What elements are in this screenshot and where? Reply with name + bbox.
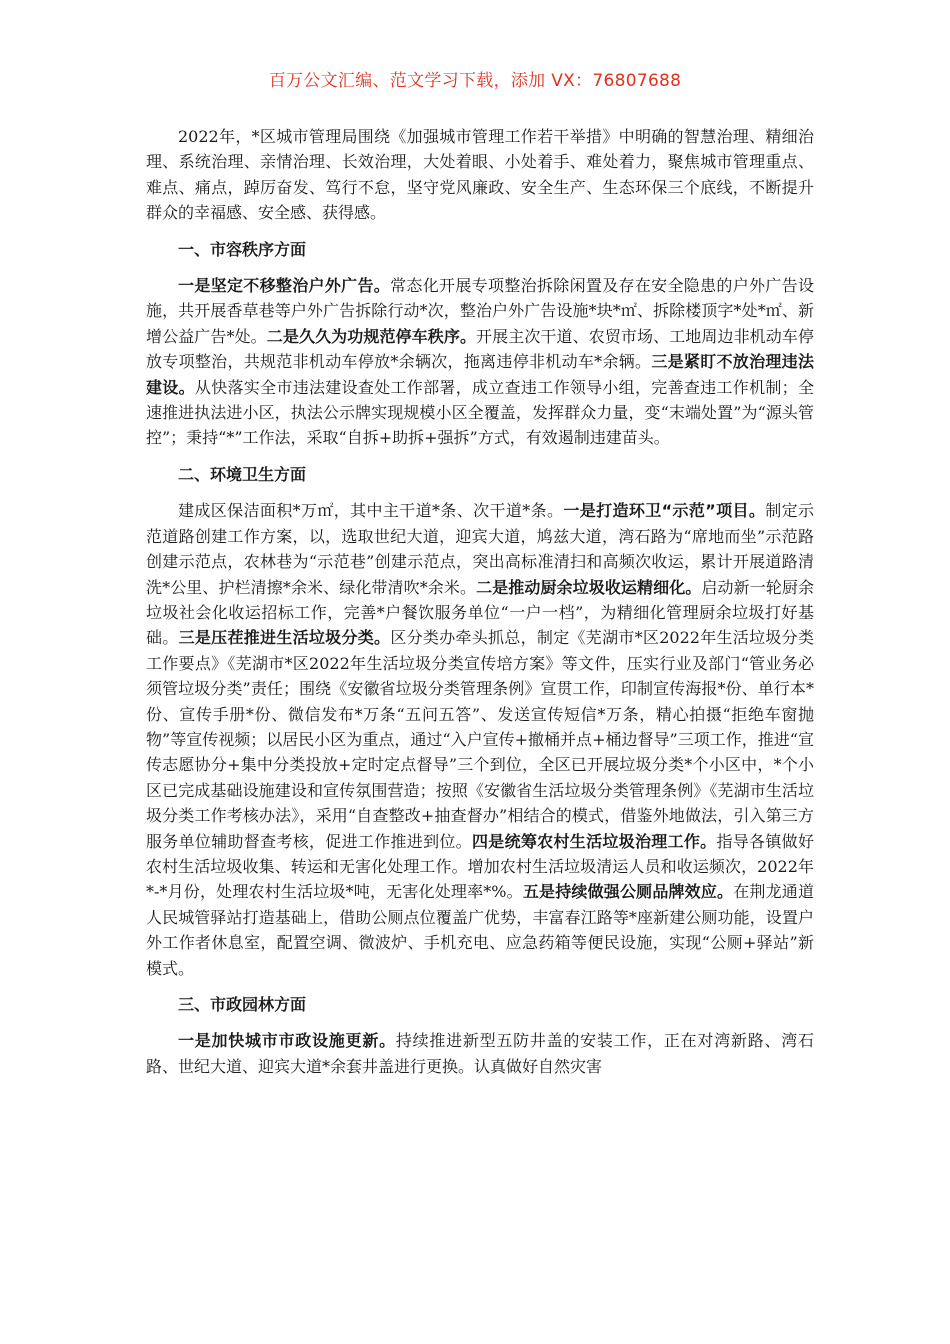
- point-title: 一是打造环卫“示范”项目。: [563, 501, 766, 521]
- point-title: 一是加快城市市政设施更新。: [178, 1031, 396, 1051]
- point-title: 一是坚定不移整治户外广告。: [178, 276, 391, 296]
- section-heading-sanitation: 二、环境卫生方面: [178, 464, 307, 484]
- point-title: 五是持续做强公厕品牌效应。: [522, 882, 734, 902]
- point-title: 四是统筹农村生活垃圾治理工作。: [471, 831, 717, 851]
- point-text: 制定示范道路创建工作方案，以，选取世纪大道，迎宾大道，鸠兹大道，湾石路为“席地而坐”示范路创建示范点，农林巷为“示范巷”创建示范点，突出高标准清扫和高频次收运，累计开展道路清洗*公里、护栏清擦*余米、绿化带清吹*余米。: [146, 501, 814, 597]
- point-text: 开展主次干道、农贸市场、工地周边非机动车停放专项整治，共规范非机动车停放*余辆次，拖离违停非机动车*余辆。: [146, 326, 814, 372]
- point-text: 常态化开展专项整治拆除闲置及存在安全隐患的户外广告设施，共开展香草巷等户外广告拆除行动*次，整治户外广告设施*块*㎡、拆除楼顶字*处*㎡、新增公益广告*处。: [146, 276, 814, 346]
- point-text: 在荆龙通道人民城管驿站打造基础上，借助公厕点位覆盖广优势，丰富春江路等*座新建公厕功能，设置户外工作者休息室，配置空调、微波炉、手机充电、应急药箱等便民设施，实现“公厕+驿站”新模式。: [146, 882, 814, 978]
- section-heading-municipal-gardens: 三、市政园林方面: [178, 995, 307, 1014]
- point-text: 从快落实全市违法建设查处工作部署，成立查违工作领导小组，完善查违工作机制；全速推进执法进小区，执法公示牌实现规模小区全覆盖，发挥群众力量，变“末端处置”为“源头管控”；秉持“*”工作法，采取“自拆+助拆+强拆”方式，有效遏制违建苗头。: [146, 377, 814, 448]
- paragraph-city-order: [146, 273, 814, 451]
- point-text: 区分类办牵头抓总，制定《芜湖市*区2022年生活垃圾分类工作要点》《芜湖市*区2022年生活垃圾分类宣传培方案》等文件，压实行业及部门“管业务必须管垃圾分类”责任；围绕《安徽省垃圾分类管理条例》宣贯工作，印制宣传海报*份、单行本*份、宣传手册*份、微信发布*万条“五问五答”、发送宣传短信*万条，精心拍摄“拒绝车窗抛物”等宣传视频；以居民小区为重点，通过“入户宣传+撤桶并点+桶边督导”三项工作，推进“宣传志愿协分+集中分类投放+定时定点督导”三个到位，全区已开展垃圾分类*个小区中，*个小区已完成基础设施建设和宣传氛围营造；按照《安徽省生活垃圾分类管理条例》《芜湖市生活垃圾分类工作考核办法》，采用“自查整改+抽查督办”相结合的模式，借鉴外地做法，引入第三方服务单位辅助督查考核，促进工作推进到位。: [146, 628, 814, 851]
- section-heading-city-order: 一、市容秩序方面: [178, 239, 307, 259]
- point-title: 二是推动厨余垃圾收运精细化。: [476, 577, 702, 597]
- point-text: 指导各镇做好农村生活垃圾收集、转运和无害化处理工作。增加农村生活垃圾清运人员和收运频次，2022年*-*月份，处理农村生活垃圾*吨，无害化处理率*%。: [146, 831, 814, 902]
- point-text: 持续推进新型五防井盖的安装工作，正在对湾新路、湾石路、世纪大道、迎宾大道*余套井盖进行更换。认真做好自然灾害: [146, 1031, 814, 1076]
- point-text: 建成区保洁面积*万㎡，其中主干道*条、次干道*条。: [178, 501, 564, 521]
- paragraph-municipal-gardens: [146, 1028, 814, 1079]
- point-title: 三是紧盯不放治理违法建设。: [146, 352, 814, 397]
- point-text: 启动新一轮厨余垃圾社会化收运招标工作，完善*户餐饮服务单位“一户一档”，为精细化管理厨余垃圾打好基础。: [146, 577, 814, 648]
- paragraph-sanitation: [146, 498, 814, 981]
- document-body: [146, 124, 814, 1079]
- point-title: 二是久久为功规范停车秩序。: [266, 326, 477, 346]
- watermark-header: 百万公文汇编、范文学习下载，添加 VX：76807688: [268, 71, 682, 91]
- intro-paragraph: 2022年，*区城市管理局围绕《加强城市管理工作若干举措》中明确的智慧治理、精细治理、系统治理、亲情治理、长效治理，大处着眼、小处着手、难处着力，聚焦城市管理重点、难点、痛点，踔厉奋发、笃行不怠，坚守党风廉政、安全生产、生态环保三个底线，不断提升群众的幸福感、安全感、获得感。: [146, 127, 814, 223]
- point-title: 三是压茬推进生活垃圾分类。: [178, 628, 391, 648]
